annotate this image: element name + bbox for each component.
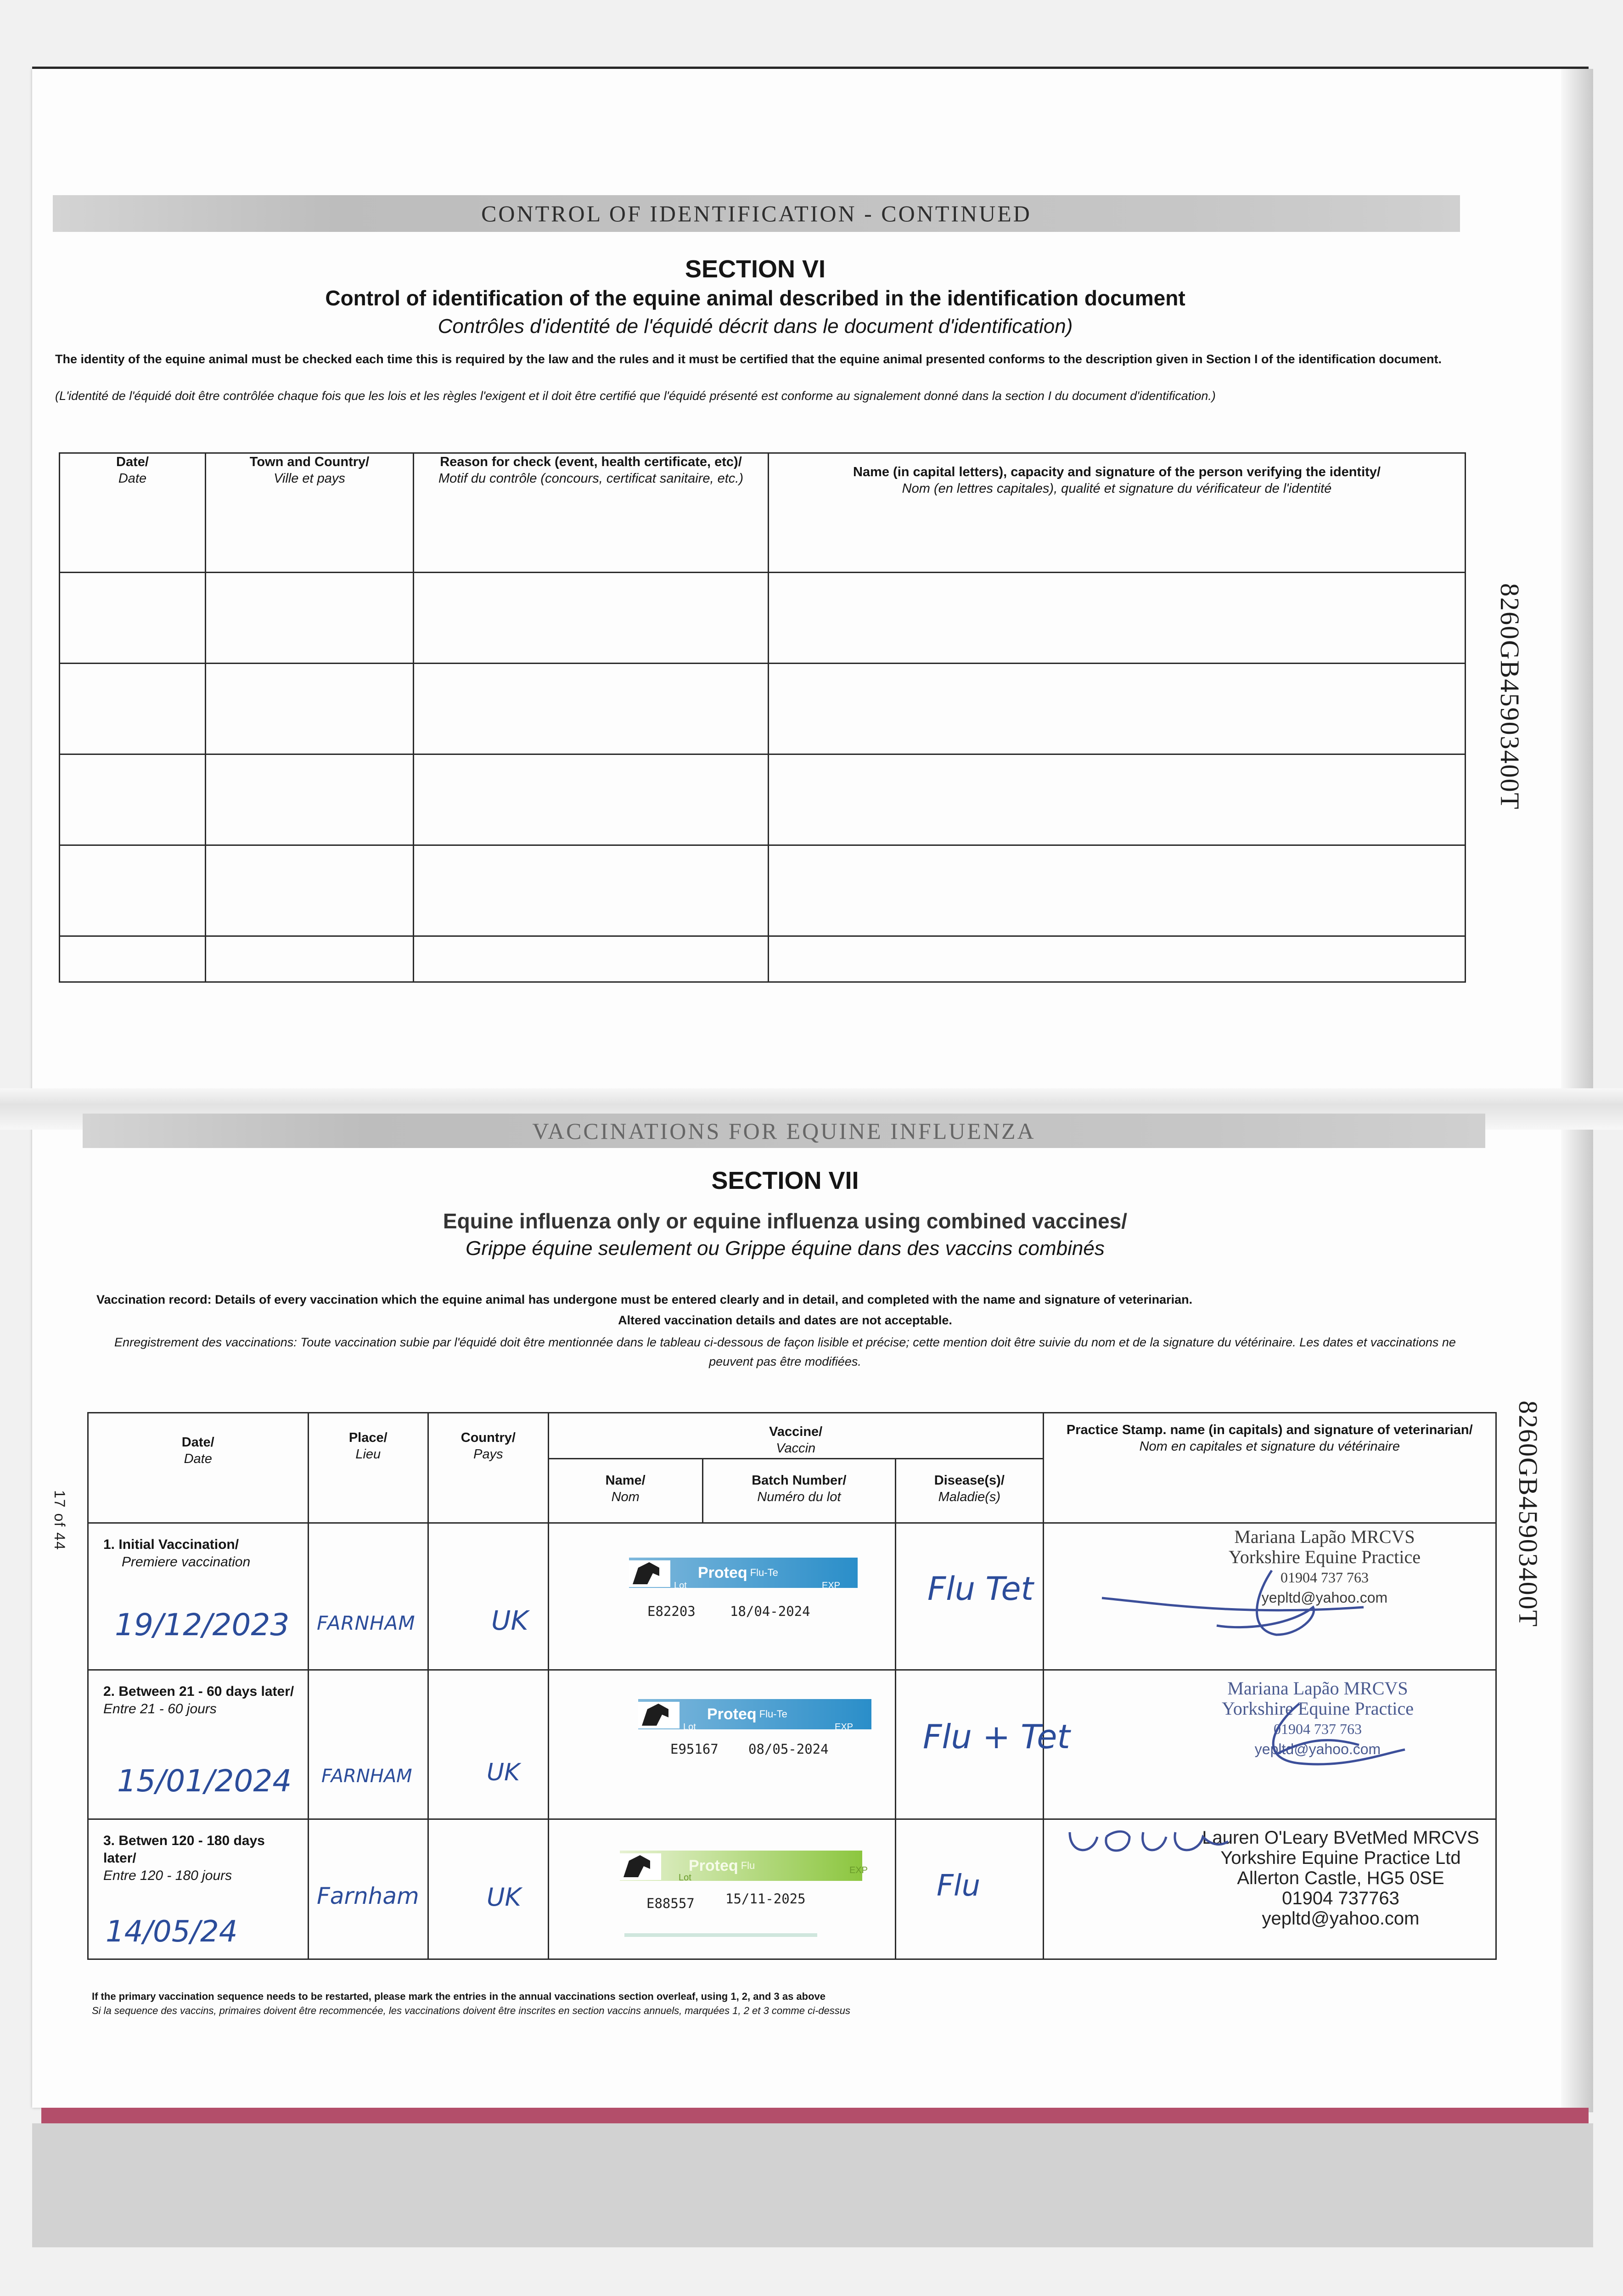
cover-edge: [41, 2108, 1589, 2123]
row2-label-fr: Entre 21 - 60 jours: [103, 1701, 217, 1716]
col-town: [206, 453, 414, 573]
section6-intro-en: The identity of the equine animal must be checked each time this is required by the law and the rules and it must be certified that the equine animal presented conforms to the description given in Section I of the identification document.: [55, 352, 1442, 366]
section7-intro-en-2: Altered vaccination details and dates are not acceptable.: [618, 1313, 952, 1327]
cell-date[interactable]: [60, 936, 206, 982]
row2-lot-number: E95167: [670, 1741, 719, 1757]
row3-lot-number: E88557: [646, 1896, 695, 1911]
cell-verifier[interactable]: [769, 664, 1466, 754]
horse-logo-icon: [620, 1851, 661, 1883]
row1-stamp-line: 01904 737 763: [1280, 1569, 1369, 1586]
cell-town[interactable]: [206, 845, 414, 936]
row1-disease: Flu Tet: [927, 1570, 1033, 1608]
vh-stamp: [1043, 1413, 1496, 1523]
row2-brand-small: Flu-Te: [759, 1708, 787, 1720]
cell-reason[interactable]: [414, 845, 769, 936]
row1-stamp-line: Yorkshire Equine Practice: [1228, 1547, 1421, 1567]
cell-town[interactable]: [206, 664, 414, 754]
row2-date: 15/01/2024: [117, 1763, 292, 1799]
table-row: [60, 573, 1466, 664]
vh-place: [308, 1413, 428, 1523]
row3-stamp-line: Yorkshire Equine Practice Ltd: [1220, 1848, 1461, 1868]
row1-vaccine-cell[interactable]: [548, 1523, 895, 1670]
vh-date-fr: Date: [184, 1452, 212, 1466]
col-date-fr: Date: [118, 471, 147, 486]
row2-exp-tag: EXP: [835, 1722, 854, 1732]
row2-disease: Flu + Tet: [923, 1717, 1070, 1756]
section7-heading: SECTION VII: [711, 1167, 859, 1194]
row2-lot-tag: Lot: [683, 1722, 696, 1732]
horse-logo-icon: [638, 1699, 680, 1731]
row1-label: [103, 1536, 250, 1571]
cell-date[interactable]: [60, 664, 206, 754]
row1-label-en: 1. Initial Vaccination/: [103, 1537, 239, 1552]
col-verifier: [769, 453, 1466, 573]
row1-date: 19/12/2023: [115, 1607, 290, 1643]
section7-intro-en-1: Vaccination record: Details of every vaccination which the equine animal has undergone must be entered clearly and in detail, and completed with the name and signature of veterinarian.: [96, 1293, 1193, 1306]
row3-label-fr: Entre 120 - 180 jours: [103, 1868, 232, 1883]
vh-disease-en: Disease(s)/: [934, 1473, 1005, 1488]
row1-place-cell[interactable]: [308, 1523, 428, 1670]
section6-title-fr: Contrôles d'identité de l'équidé décrit dans le document d'identification): [438, 315, 1073, 338]
vh-country-en: Country/: [461, 1430, 516, 1445]
vh-batch: [702, 1459, 895, 1523]
row3-label-en: 3. Betwen 120 - 180 days later/: [103, 1833, 265, 1866]
section7-title-fr: Grippe équine seulement ou Grippe équine dans des vaccins combinés: [466, 1237, 1105, 1260]
row3-label: [103, 1832, 296, 1885]
row3-country: UK: [487, 1883, 521, 1912]
cell-date[interactable]: [60, 754, 206, 845]
section7-banner-text: VACCINATIONS FOR EQUINE INFLUENZA: [532, 1118, 1036, 1144]
row2-stamp-line: yepltd@yahoo.com: [1254, 1741, 1381, 1757]
footnote-fr: Si la sequence des vaccins, primaires doivent être recommencée, les vaccinations doivent être inscrites en section vaccins annuels, marquées 1, 2 et 3 comme ci-dessus: [92, 2005, 851, 2016]
section7-banner: [83, 1114, 1485, 1148]
vh-disease: [896, 1459, 1044, 1523]
row2-stamp-line: Mariana Lapão MRCVS: [1227, 1678, 1408, 1699]
row3-stamp-line: 01904 737763: [1282, 1888, 1399, 1908]
section6-heading: SECTION VI: [685, 255, 826, 283]
row2-stamp-line: 01904 737 763: [1274, 1721, 1362, 1737]
table-row: [60, 754, 1466, 845]
section6-intro-fr: (L'identité de l'équidé doit être contrôlée chaque fois que les lois et les règles l'exigent et il doit être certifié que l'équidé présenté est conforme au signalement donné dans la section I du document d'identification.): [55, 389, 1216, 403]
cell-reason[interactable]: [414, 573, 769, 664]
col-date: [60, 453, 206, 573]
row3-stamp-line: yepltd@yahoo.com: [1262, 1908, 1420, 1929]
vh-vaccine-en: Vaccine/: [769, 1424, 823, 1439]
section7-title-en: Equine influenza only or equine influenza using combined vaccines/: [443, 1209, 1128, 1233]
row3-vet-stamp: [1194, 1828, 1488, 1929]
row1-stamp-line: Mariana Lapão MRCVS: [1234, 1526, 1415, 1547]
table-row: [60, 664, 1466, 754]
row1-brand-small: Flu-Te: [750, 1567, 778, 1578]
row3-place: Farnham: [317, 1883, 419, 1909]
cell-verifier[interactable]: [769, 754, 1466, 845]
col-reason-en: Reason for check (event, health certificate, etc)/: [440, 455, 742, 469]
vh-vaccine-fr: Vaccin: [776, 1441, 816, 1456]
row3-stamp-line: Allerton Castle, HG5 0SE: [1237, 1868, 1444, 1888]
row1-lot-tag: Lot: [674, 1581, 687, 1591]
row2-label-en: 2. Between 21 - 60 days later/: [103, 1684, 294, 1699]
row1-signature: [1097, 1561, 1373, 1644]
cell-town[interactable]: [206, 936, 414, 982]
vh-place-fr: Lieu: [355, 1447, 381, 1462]
col-verifier-fr: Nom (en lettres capitales), qualité et signature du vérificateur de l'identité: [902, 481, 1332, 496]
row3-lot-tag: Lot: [679, 1873, 691, 1883]
cell-reason[interactable]: [414, 664, 769, 754]
row3-vaccine-cell[interactable]: [548, 1819, 895, 1959]
col-reason-fr: Motif du contrôle (concours, certificat sanitaire, etc.): [438, 471, 744, 486]
row2-signature: [1230, 1699, 1414, 1773]
vh-vaccine: [548, 1413, 1043, 1459]
row1-exp-tag: EXP: [822, 1581, 841, 1591]
cell-date[interactable]: [60, 573, 206, 664]
row1-country-cell[interactable]: [428, 1523, 548, 1670]
cell-date[interactable]: [60, 845, 206, 936]
row1-stamp-line: yepltd@yahoo.com: [1261, 1589, 1388, 1606]
cell-verifier[interactable]: [769, 573, 1466, 664]
col-reason: [414, 453, 769, 573]
row3-brand-small: Flu: [741, 1860, 755, 1871]
row3-exp-tag: EXP: [849, 1865, 868, 1875]
section6-banner: [53, 195, 1460, 232]
row3-disease: Flu: [937, 1869, 981, 1903]
table-row: [60, 936, 1466, 982]
row1-brand: Proteq: [698, 1564, 747, 1581]
row3-expiry: 15/11-2025: [725, 1891, 806, 1907]
row3-date: 14/05/24: [106, 1915, 238, 1949]
row2-country-cell[interactable]: [428, 1670, 548, 1819]
vh-name-fr: Nom: [611, 1490, 640, 1504]
row1-lot-number: E82203: [647, 1604, 696, 1619]
footnote-en: If the primary vaccination sequence needs to be restarted, please mark the entries in the annual vaccinations section overleaf, using 1, 2, and 3 as above: [92, 1991, 826, 2002]
row3-vaccine-sticker: [620, 1851, 862, 1881]
cell-town[interactable]: [206, 754, 414, 845]
row3-brand: Proteq: [689, 1857, 738, 1874]
row2-stamp-line: Yorkshire Equine Practice: [1221, 1698, 1414, 1719]
row2-label: [103, 1683, 296, 1718]
vh-country-fr: Pays: [473, 1447, 503, 1462]
vh-stamp-en: Practice Stamp. name (in capitals) and signature of veterinarian/: [1066, 1423, 1473, 1437]
col-town-en: Town and Country/: [249, 455, 370, 469]
section6-title-en: Control of identification of the equine animal described in the identification document: [325, 286, 1185, 310]
scan-bottom-margin: [32, 2123, 1593, 2247]
row2-place-cell[interactable]: [308, 1670, 428, 1819]
vh-date: [88, 1413, 309, 1523]
row2-place: FARNHAM: [321, 1766, 412, 1787]
col-verifier-en: Name (in capital letters), capacity and signature of the person verifying the identity/: [853, 465, 1381, 479]
cell-reason[interactable]: [414, 936, 769, 982]
row1-label-fr: Premiere vaccination: [122, 1554, 251, 1570]
section6-id-number: 8260GB45903400T: [1495, 583, 1525, 810]
cell-verifier[interactable]: [769, 845, 1466, 936]
row1-country: UK: [491, 1605, 528, 1636]
vh-place-en: Place/: [348, 1430, 387, 1445]
horse-logo-icon: [629, 1558, 670, 1590]
cell-verifier[interactable]: [769, 936, 1466, 982]
vh-date-en: Date/: [181, 1435, 214, 1450]
row2-brand: Proteq: [707, 1705, 757, 1723]
vh-name-en: Name/: [605, 1473, 646, 1488]
row3-signature: [1065, 1828, 1230, 1860]
vh-disease-fr: Maladie(s): [938, 1490, 1001, 1504]
cell-town[interactable]: [206, 573, 414, 664]
row1-expiry: 18/04-2024: [730, 1604, 810, 1619]
page-number: 17 of 44: [51, 1490, 68, 1551]
row1-place: FARNHAM: [317, 1612, 416, 1634]
section6-banner-text: CONTROL OF IDENTIFICATION - CONTINUED: [481, 201, 1032, 226]
identity-check-table: [59, 452, 1466, 983]
row2-country: UK: [487, 1759, 520, 1786]
section7-intro-fr: Enregistrement des vaccinations: Toute vaccination subie par l'équidé doit être mentionnée dans le tableau ci-dessous de façon lisible et précise; cette mention doit être suivie du nom et de la signature du vétérinaire. Les dates et vaccinations ne peuvent pas être modifiées.: [114, 1335, 1456, 1368]
row3-stamp-line: Lauren O'Leary BVetMed MRCVS: [1202, 1828, 1479, 1848]
row2-expiry: 08/05-2024: [748, 1741, 829, 1757]
col-town-fr: Ville et pays: [274, 471, 345, 486]
col-date-en: Date/: [116, 455, 149, 469]
table-row: [60, 845, 1466, 936]
row3-sticker-underline: [624, 1933, 817, 1937]
vh-stamp-fr: Nom en capitales et signature du vétérinaire: [1139, 1439, 1400, 1454]
vh-batch-en: Batch Number/: [752, 1473, 847, 1488]
vh-country: [428, 1413, 548, 1523]
row2-vaccine-cell[interactable]: [548, 1670, 895, 1819]
section7-id-number: 8260GB45903400T: [1513, 1401, 1543, 1627]
vh-batch-fr: Numéro du lot: [757, 1490, 841, 1504]
vh-name: [548, 1459, 702, 1523]
cell-reason[interactable]: [414, 754, 769, 845]
